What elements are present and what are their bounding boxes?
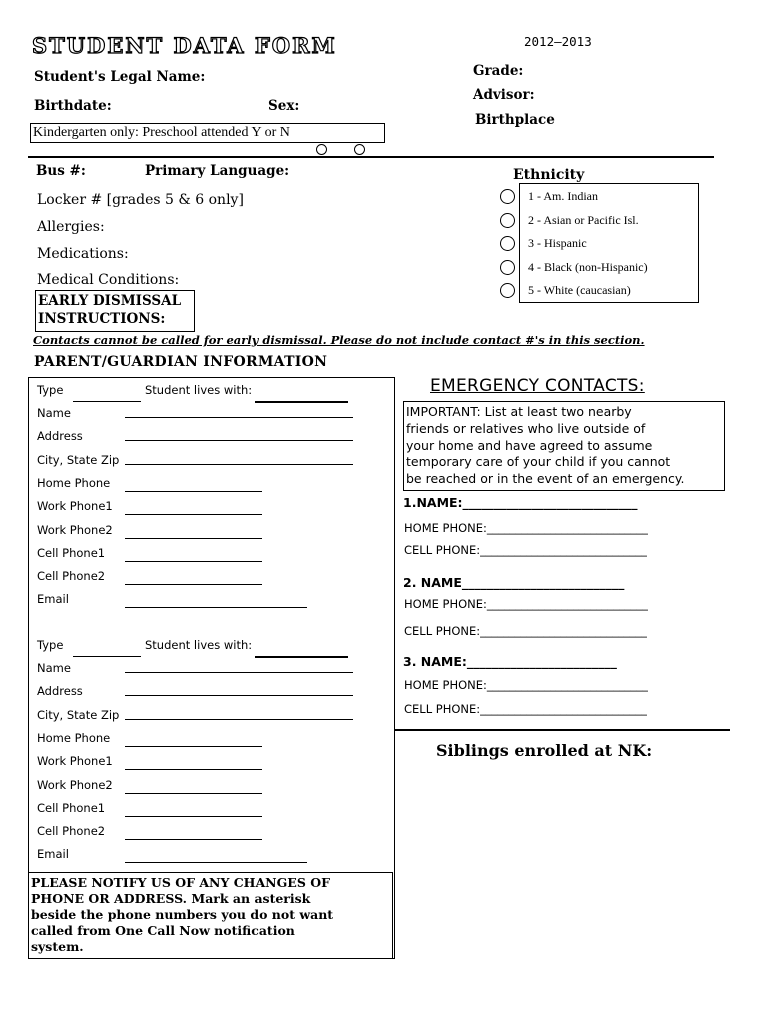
contacts-note: Contacts cannot be called for early dismissal. Please do not include contact #'s in this section. bbox=[33, 333, 645, 347]
bus-label: Bus #: bbox=[36, 163, 86, 179]
legal-name-label: Student's Legal Name: bbox=[34, 69, 206, 85]
ethnicity-option-label: 1 - Am. Indian bbox=[528, 189, 598, 203]
medications-label: Medications: bbox=[37, 246, 129, 262]
birthplace-label: Birthplace bbox=[475, 112, 555, 128]
important-text bbox=[406, 404, 684, 488]
ethnicity-option-label: 5 - White (caucasian) bbox=[528, 283, 631, 297]
lives-with-line[interactable] bbox=[255, 656, 348, 658]
emergency-title: EMERGENCY CONTACTS: bbox=[430, 376, 645, 396]
ethnicity-radio-4[interactable] bbox=[500, 260, 515, 275]
siblings-label: Siblings enrolled at NK: bbox=[436, 741, 653, 760]
parent-field-label: Work Phone1 bbox=[37, 754, 113, 769]
siblings-divider bbox=[395, 729, 730, 731]
parent-field-label: Work Phone2 bbox=[37, 522, 113, 537]
early-dismissal-label: EARLY DISMISSAL bbox=[38, 293, 182, 309]
parent-field-label: Home Phone bbox=[37, 475, 111, 490]
advisor-label: Advisor: bbox=[473, 87, 535, 103]
primary-language-label: Primary Language: bbox=[145, 163, 290, 179]
ethnicity-title: Ethnicity bbox=[513, 167, 585, 183]
contact-3-name[interactable]: 3. NAME:________________________ bbox=[403, 654, 617, 669]
lives-with-label: Student lives with: bbox=[145, 383, 253, 397]
important-line-4: temporary care of your child if you cannot bbox=[406, 454, 671, 470]
parent-field-label: Cell Phone1 bbox=[37, 545, 106, 560]
parent-field-line[interactable] bbox=[125, 746, 262, 747]
contact-3-home-phone[interactable]: HOME PHONE:____________________________ bbox=[404, 678, 648, 692]
parent-field-line[interactable] bbox=[125, 607, 307, 608]
parent-field-line[interactable] bbox=[125, 695, 353, 696]
parent-field-line[interactable] bbox=[125, 440, 353, 441]
parent-field-line[interactable] bbox=[125, 464, 353, 465]
contact-1-home-phone[interactable]: HOME PHONE:____________________________ bbox=[404, 521, 648, 535]
parent-field-label: Name bbox=[37, 406, 71, 420]
notice-line-5: system. bbox=[31, 939, 84, 954]
parent-field-label: Work Phone2 bbox=[37, 777, 113, 792]
ethnicity-option-label: 2 - Asian or Pacific Isl. bbox=[528, 212, 639, 227]
form-title: STUDENT DATA FORM bbox=[32, 33, 337, 58]
parent-field-label: Address bbox=[37, 684, 83, 699]
parent-field-label: Email bbox=[37, 847, 69, 862]
ethnicity-radio-3[interactable] bbox=[500, 236, 515, 251]
contact-2-cell-phone[interactable]: CELL PHONE:_____________________________ bbox=[404, 624, 647, 638]
parent-field-line[interactable] bbox=[125, 584, 262, 585]
important-box bbox=[403, 401, 725, 491]
parent-field-label: City, State Zip bbox=[37, 452, 120, 467]
parent-field-line[interactable] bbox=[125, 672, 353, 673]
parent-field-line[interactable] bbox=[125, 862, 307, 863]
notice-box bbox=[28, 872, 393, 959]
lives-with-label: Student lives with: bbox=[145, 638, 253, 652]
grade-label: Grade: bbox=[473, 63, 524, 79]
parent-field-label: City, State Zip bbox=[37, 707, 120, 722]
contact-1-name[interactable]: 1.NAME:____________________________ bbox=[403, 495, 638, 510]
parent-field-line[interactable] bbox=[125, 769, 262, 770]
parent-field-label: Home Phone bbox=[37, 730, 111, 745]
parent-field-line[interactable] bbox=[125, 561, 262, 562]
important-line-2: friends or relatives who live outside of bbox=[406, 420, 646, 436]
notice-text bbox=[31, 875, 333, 955]
parent-field-label: Cell Phone1 bbox=[37, 800, 106, 815]
ethnicity-radio-2[interactable] bbox=[500, 213, 515, 228]
parent-field-line[interactable] bbox=[125, 839, 262, 840]
parent-field-label: Cell Phone2 bbox=[37, 569, 106, 584]
parent-type-line[interactable] bbox=[73, 656, 141, 657]
parent-field-label: Name bbox=[37, 661, 71, 675]
parent-field-line[interactable] bbox=[125, 719, 353, 720]
kindergarten-label: Kindergarten only: Preschool attended Y or N bbox=[33, 125, 290, 140]
parent-field-line[interactable] bbox=[125, 538, 262, 539]
ethnicity-radio-5[interactable] bbox=[500, 283, 515, 298]
preschool-no-radio[interactable] bbox=[354, 144, 365, 155]
early-dismissal-box bbox=[35, 290, 195, 332]
parent-type-label: Type bbox=[37, 638, 64, 652]
kindergarten-box bbox=[30, 123, 385, 143]
medical-conditions-label: Medical Conditions: bbox=[37, 272, 180, 288]
parent-type-line[interactable] bbox=[73, 401, 141, 402]
parent-type-label: Type bbox=[37, 383, 64, 397]
preschool-yes-radio[interactable] bbox=[316, 144, 327, 155]
contact-2-home-phone[interactable]: HOME PHONE:____________________________ bbox=[404, 597, 648, 611]
parent-field-label: Address bbox=[37, 429, 83, 444]
parent-field-label: Work Phone1 bbox=[37, 499, 113, 514]
allergies-label: Allergies: bbox=[37, 219, 105, 235]
important-line-5: be reached or in the event of an emergency. bbox=[406, 471, 685, 487]
birthdate-label: Birthdate: bbox=[34, 98, 112, 114]
notice-line-4: called from One Call Now notification bbox=[31, 923, 295, 938]
parent-field-line[interactable] bbox=[125, 417, 353, 418]
parent-field-label: Email bbox=[37, 592, 69, 607]
parent-heading: PARENT/GUARDIAN INFORMATION bbox=[34, 354, 328, 370]
parent-field-line[interactable] bbox=[125, 491, 262, 492]
important-line-3: your home and have agreed to assume bbox=[406, 437, 653, 453]
sex-label: Sex: bbox=[268, 98, 300, 114]
locker-label: Locker # [grades 5 & 6 only] bbox=[37, 192, 244, 208]
important-line-1: IMPORTANT: List at least two nearby bbox=[406, 404, 632, 419]
instructions-label: INSTRUCTIONS: bbox=[38, 311, 166, 327]
parent-field-line[interactable] bbox=[125, 514, 262, 515]
ethnicity-option-label: 4 - Black (non-Hispanic) bbox=[528, 259, 648, 274]
parent-field-label: Cell Phone2 bbox=[37, 824, 106, 839]
parent-field-line[interactable] bbox=[125, 816, 262, 817]
notice-line-2: PHONE OR ADDRESS. Mark an asterisk bbox=[31, 891, 311, 906]
school-year: 2012–2013 bbox=[524, 34, 592, 49]
ethnicity-option-label: 3 - Hispanic bbox=[528, 236, 587, 250]
ethnicity-radio-1[interactable] bbox=[500, 189, 515, 204]
header-divider bbox=[28, 156, 714, 158]
notice-line-3: beside the phone numbers you do not want bbox=[31, 907, 334, 922]
contact-1-cell-phone[interactable]: CELL PHONE:_____________________________ bbox=[404, 543, 647, 557]
contact-2-name[interactable]: 2. NAME__________________________ bbox=[403, 575, 625, 590]
contact-3-cell-phone[interactable]: CELL PHONE:_____________________________ bbox=[404, 702, 647, 716]
lives-with-line[interactable] bbox=[255, 401, 348, 403]
notice-line-1: PLEASE NOTIFY US OF ANY CHANGES OF bbox=[31, 875, 330, 890]
parent-field-line[interactable] bbox=[125, 793, 262, 794]
